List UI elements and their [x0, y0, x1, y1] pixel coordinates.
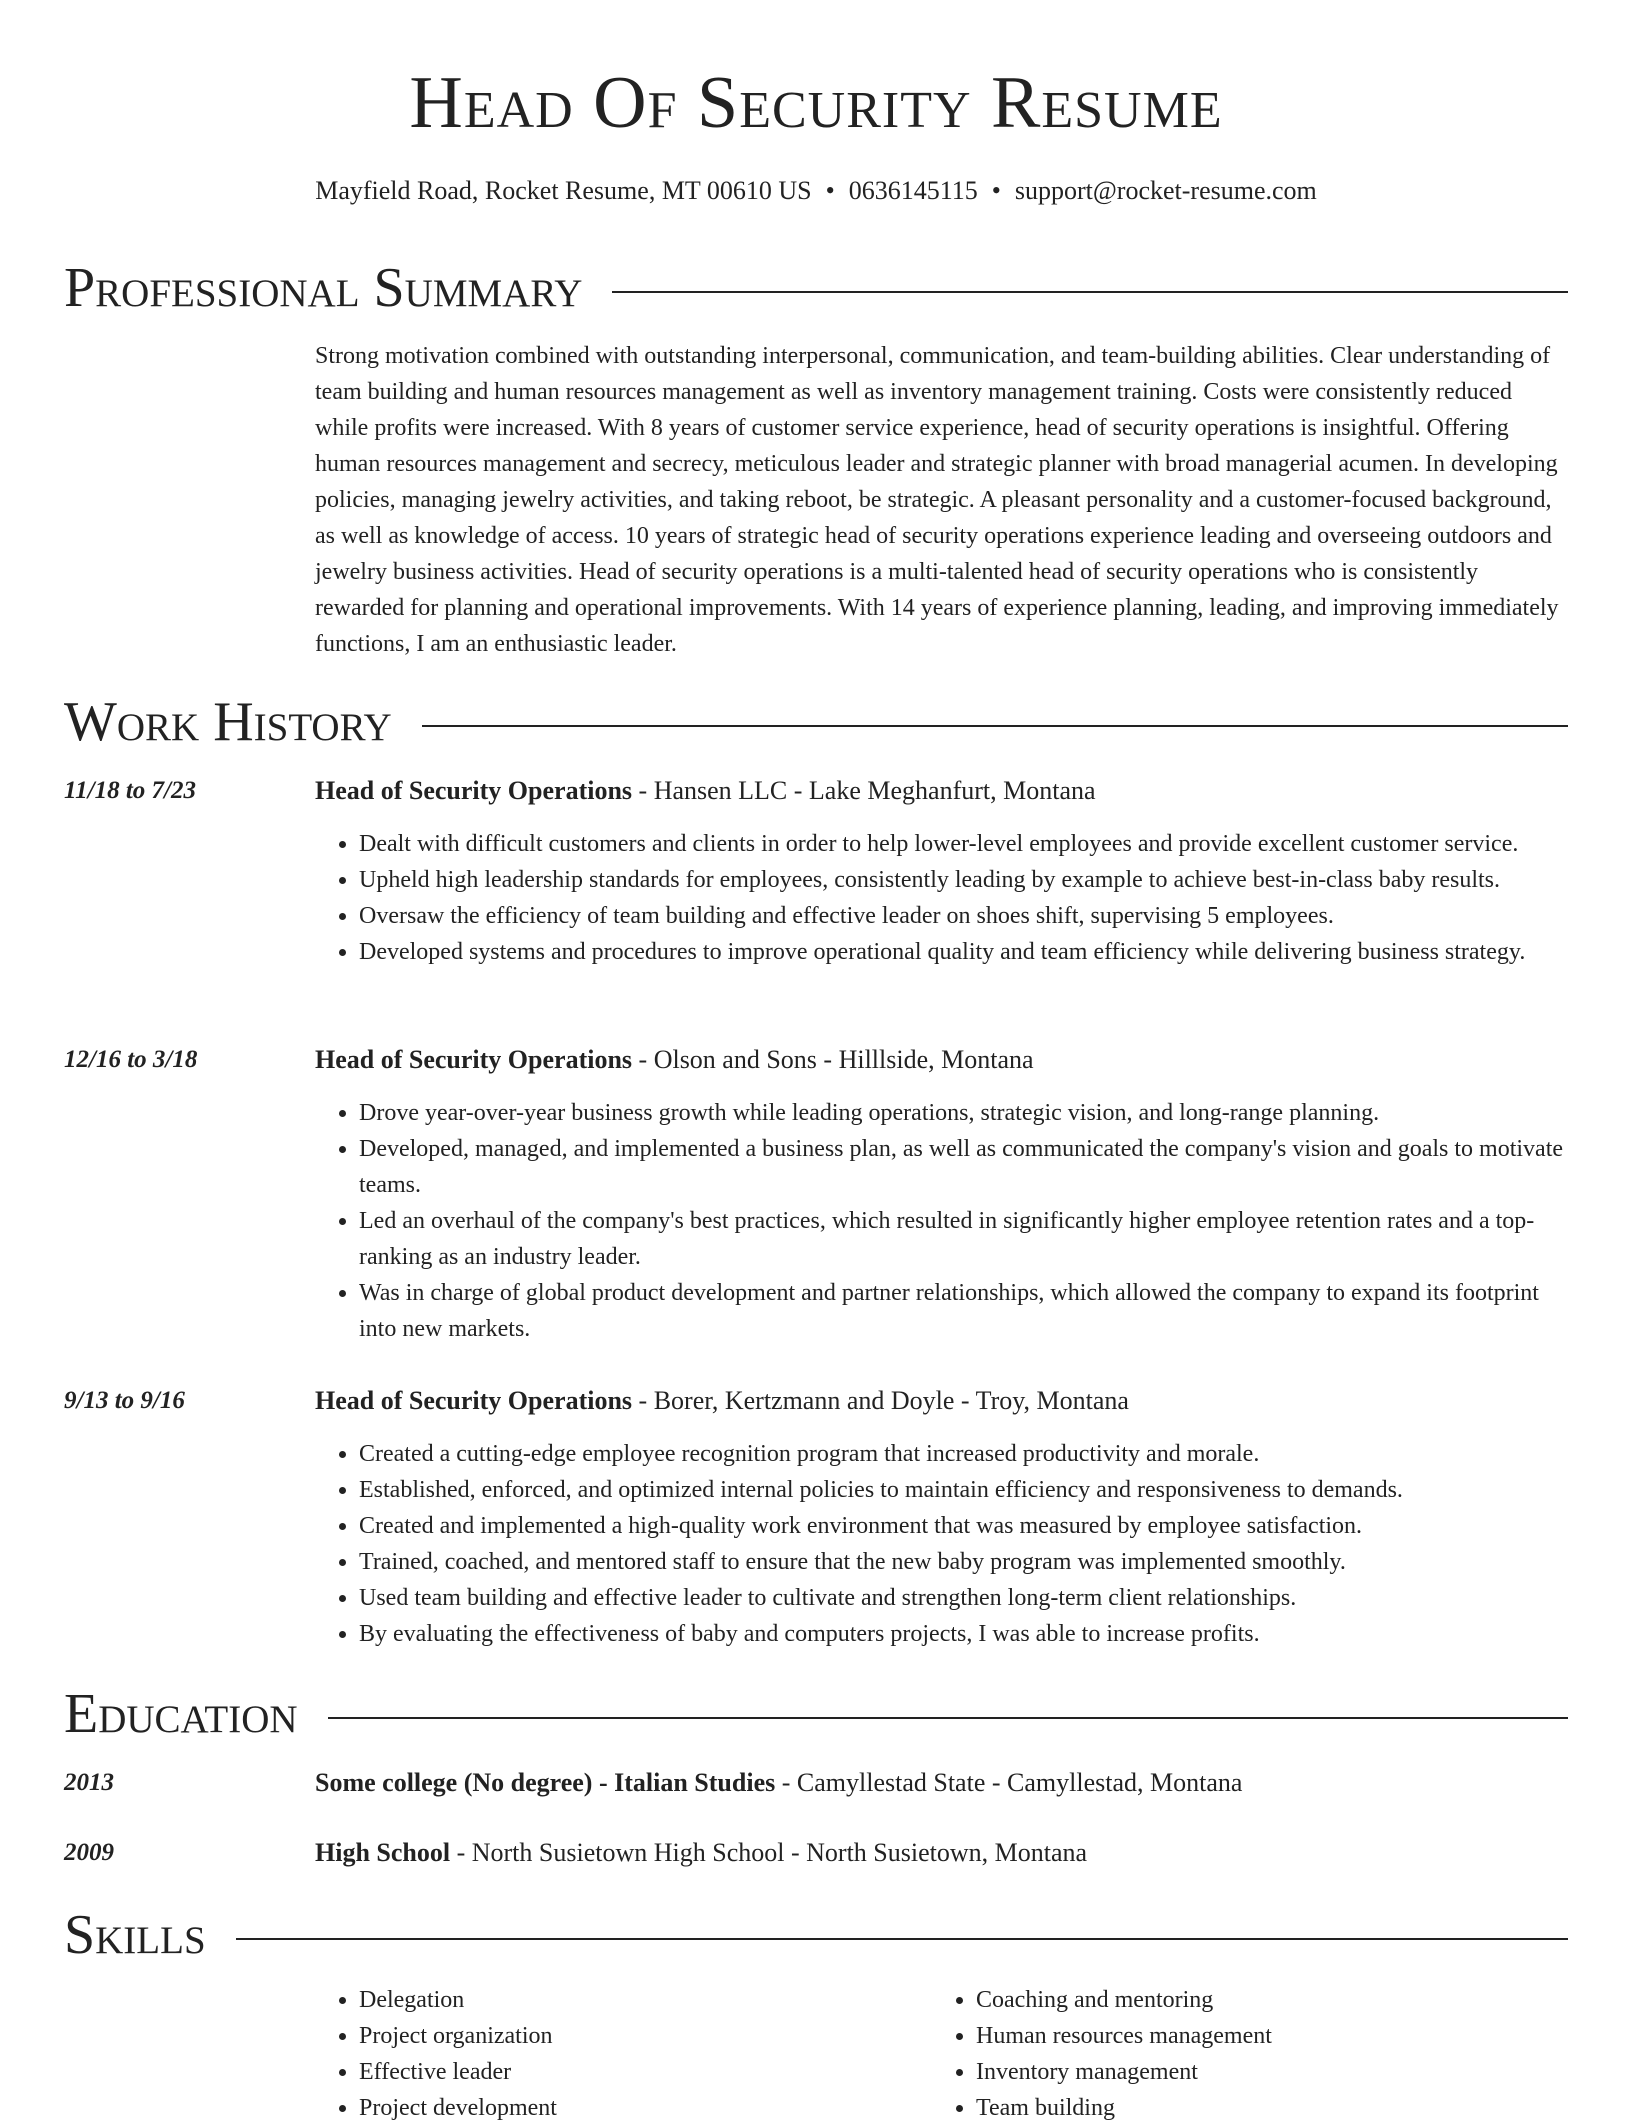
contact-separator: •: [991, 176, 1001, 205]
education-details: [315, 1766, 1570, 1800]
job-heading: [315, 1043, 1570, 1077]
education-degree: Some college (No degree) - Italian Studies: [315, 1768, 776, 1797]
section-title: Work History: [64, 691, 392, 753]
section-divider: [236, 1938, 1568, 1940]
job-details: [315, 1043, 1570, 1347]
skill-item: • Coaching and mentoring: [976, 1982, 1272, 2018]
job-role: Head of Security Operations: [315, 776, 633, 805]
contact-line: [0, 174, 1632, 208]
contact-address: Mayfield Road, Rocket Resume, MT 00610 US: [315, 176, 812, 205]
skill-item: • Effective leader: [359, 2054, 557, 2090]
skill-item: • Team building: [976, 2090, 1272, 2126]
job-dates: 11/18 to 7/23: [64, 777, 196, 804]
summary-section-header: [64, 256, 1568, 320]
education-year: 2009: [64, 1839, 114, 1866]
skills-section-header: [64, 1903, 1568, 1967]
job-bullets: [315, 1436, 1570, 1652]
job-dates: 9/13 to 9/16: [64, 1387, 185, 1414]
job-bullet: • Drove year-over-year business growth while leading operations, strategic vision, and long-range planning.: [359, 1095, 1570, 1131]
summary-text: Strong motivation combined with outstanding interpersonal, communication, and team-building abilities. Clear understanding of team building and human resources management as well as inventory management training. Costs were consistently reduced while profits were increased. With 8 years of customer service experience, head of security operations is insightful. Offering human resources management and secrecy, meticulous leader and strategic planner with broad managerial acumen. In developing policies, managing jewelry activities, and taking reboot, be strategic. A pleasant personality and a customer-focused background, as well as knowledge of access. 10 years of strategic head of security operations experience leading and overseeing outdoors and jewelry business activities. Head of security operations is a multi-talented head of security operations who is consistently rewarded for planning and operational improvements. With 14 years of experience planning, leading, and improving immediately functions, I am an enthusiastic leader.: [315, 343, 1559, 657]
section-title: Skills: [64, 1904, 206, 1966]
job-bullet: • Dealt with difficult customers and clients in order to help lower-level employees and provide excellent customer service.: [359, 826, 1570, 862]
job-heading: [315, 774, 1570, 808]
job-company: - Hansen LLC - Lake Meghanfurt, Montana: [632, 776, 1096, 805]
contact-email: support@rocket-resume.com: [1014, 176, 1317, 205]
section-title: Professional Summary: [64, 257, 583, 319]
education-section-header: [64, 1682, 1568, 1746]
job-dates: 12/16 to 3/18: [64, 1046, 198, 1073]
job-bullet: • Used team building and effective leader to cultivate and strengthen long-term client relationships.: [359, 1580, 1570, 1616]
job-bullet: • Was in charge of global product development and partner relationships, which allowed the company to expand its footprint into new markets.: [359, 1275, 1570, 1347]
skill-item: • Project development: [359, 2090, 557, 2126]
education-degree: High School: [315, 1838, 451, 1867]
job-bullets: [315, 826, 1570, 970]
job-company: - Borer, Kertzmann and Doyle - Troy, Montana: [632, 1386, 1129, 1415]
resume-title: Head Of Security Resume: [409, 62, 1223, 144]
job-bullet: • Developed systems and procedures to improve operational quality and team efficiency while delivering business strategy.: [359, 934, 1570, 970]
job-bullet: • Led an overhaul of the company's best practices, which resulted in significantly higher employee retention rates and a top-ranking as an industry leader.: [359, 1203, 1570, 1275]
job-bullet: • Created and implemented a high-quality work environment that was measured by employee satisfaction.: [359, 1508, 1570, 1544]
contact-phone: 0636145115: [848, 176, 978, 205]
education-heading: [315, 1836, 1570, 1870]
job-bullet: • Oversaw the efficiency of team building and effective leader on shoes shift, supervising 5 employees.: [359, 898, 1570, 934]
skill-item: • Project organization: [359, 2018, 557, 2054]
skill-item: • Human resources management: [976, 2018, 1272, 2054]
job-role: Head of Security Operations: [315, 1386, 633, 1415]
skills-list-right: [932, 1982, 1272, 2126]
job-heading: [315, 1384, 1570, 1418]
skill-item: • Inventory management: [976, 2054, 1272, 2090]
job-role: Head of Security Operations: [315, 1045, 633, 1074]
education-year: 2013: [64, 1769, 114, 1796]
education-school: - Camyllestad State - Camyllestad, Montana: [775, 1768, 1243, 1797]
section-divider: [612, 291, 1568, 293]
contact-separator: •: [825, 176, 835, 205]
education-heading: [315, 1766, 1570, 1800]
education-details: [315, 1836, 1570, 1870]
skill-item: • Delegation: [359, 1982, 557, 2018]
job-bullet: • Trained, coached, and mentored staff to ensure that the new baby program was implemented smoothly.: [359, 1544, 1570, 1580]
job-bullet: • Developed, managed, and implemented a business plan, as well as communicated the company's vision and goals to motivate teams.: [359, 1131, 1570, 1203]
job-bullet: • Created a cutting-edge employee recognition program that increased productivity and morale.: [359, 1436, 1570, 1472]
job-bullets: [315, 1095, 1570, 1347]
section-divider: [422, 725, 1568, 727]
skills-list-left: [315, 1982, 557, 2126]
section-divider: [328, 1717, 1568, 1719]
work-section-header: [64, 690, 1568, 754]
job-company: - Olson and Sons - Hilllside, Montana: [632, 1045, 1034, 1074]
job-bullet: • By evaluating the effectiveness of baby and computers projects, I was able to increase profits.: [359, 1616, 1570, 1652]
job-details: [315, 1384, 1570, 1652]
job-details: [315, 774, 1570, 970]
section-title: Education: [64, 1683, 298, 1745]
education-school: - North Susietown High School - North Susietown, Montana: [450, 1838, 1088, 1867]
job-bullet: • Established, enforced, and optimized internal policies to maintain efficiency and responsiveness to demands.: [359, 1472, 1570, 1508]
job-bullet: • Upheld high leadership standards for employees, consistently leading by example to achieve best-in-class baby results.: [359, 862, 1570, 898]
